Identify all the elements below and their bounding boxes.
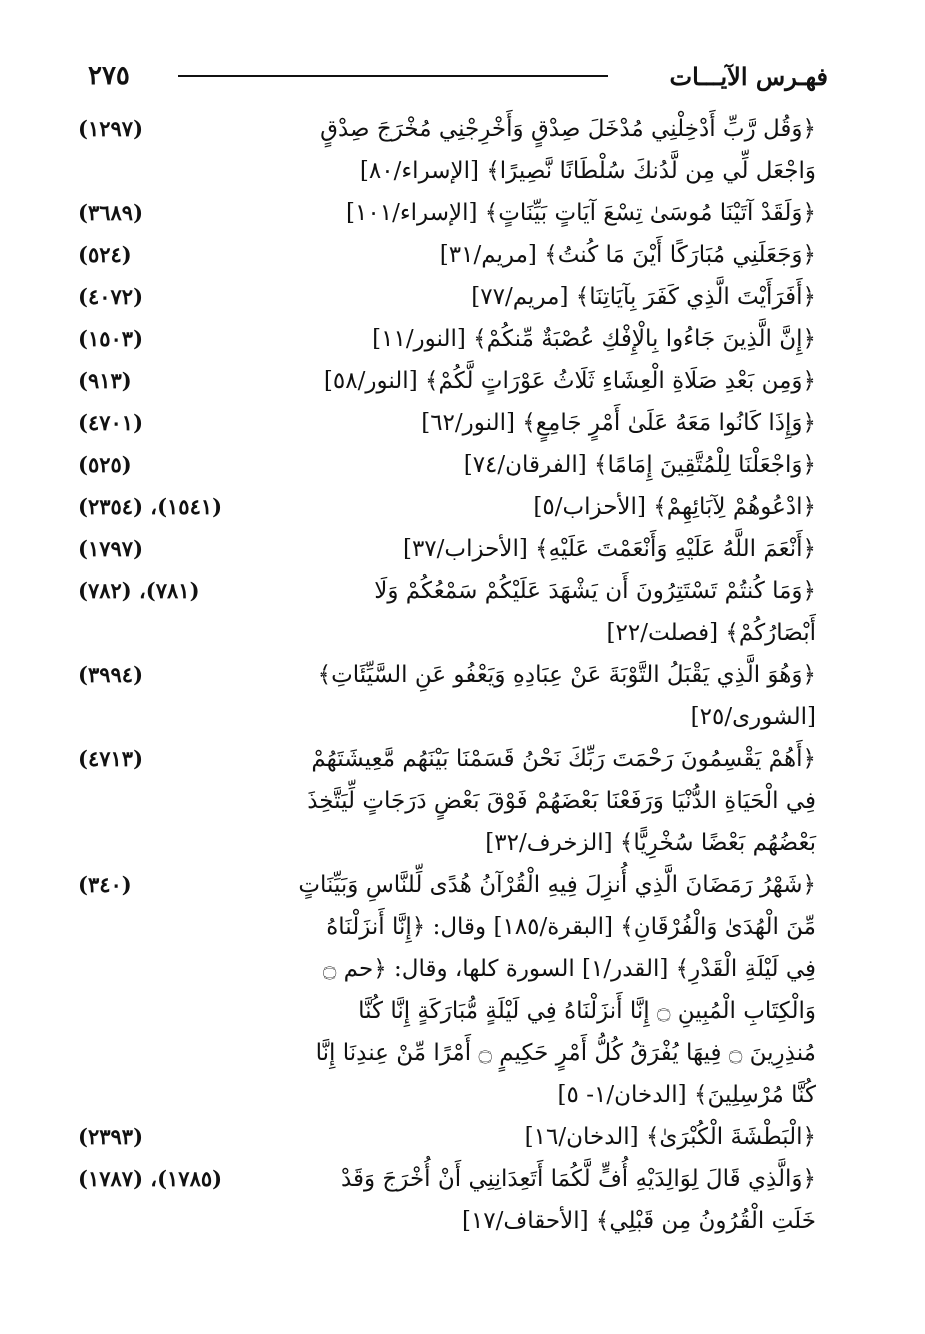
header-rule	[178, 75, 608, 77]
verse-text: ﴿وَهُوَ الَّذِي يَقْبَلُ التَّوْبَةَ عَنْ عِبَادِهِ وَيَعْفُو عَنِ السَّيِّئَاتِ﴾ [الشورى/٢٥]	[317, 662, 816, 730]
list-item	[78, 234, 816, 276]
hadith-reference: (١٥٠٣)	[78, 326, 143, 351]
list-item	[78, 360, 816, 402]
hadith-reference: (٢٣٩٣)	[78, 1124, 143, 1149]
verse-text: ﴿وَاجْعَلْنَا لِلْمُتَّقِينَ إِمَامًا﴾ [الفرقان/٧٤]	[463, 452, 816, 478]
hadith-reference: (٤٧١٣)	[78, 746, 143, 771]
hadith-reference: (٩١٣)	[78, 368, 132, 393]
hadith-reference: (٣٤٠)	[78, 872, 132, 897]
list-item	[78, 276, 816, 318]
hadith-reference: (٧٨١)، (٧٨٢)	[78, 578, 200, 603]
list-item	[78, 654, 816, 738]
hadith-reference: (١٢٩٧)	[78, 116, 143, 141]
verse-text: ﴿أَفَرَأَيْتَ الَّذِي كَفَرَ بِآيَاتِنَا﴾ [مريم/٧٧]	[471, 284, 816, 310]
verse-text: ﴿شَهْرُ رَمَضَانَ الَّذِي أُنزِلَ فِيهِ الْقُرْآنُ هُدًى لِّلنَّاسِ وَبَيِّنَاتٍ مِّنَ الْهُدَىٰ وَالْفُرْقَانِ﴾ [البقرة/١٨٥] وقال: ﴿إِنَّا أَنزَلْنَاهُ فِي لَيْلَةِ الْقَدْرِ﴾ [القدر/١] السورة كلها، وقال: ﴿حم ۝ وَالْكِتَابِ الْمُبِينِ ۝ إِنَّا أَنزَلْنَاهُ فِي لَيْلَةٍ مُّبَارَكَةٍ إِنَّا كُنَّا مُنذِرِينَ ۝ فِيهَا يُفْرَقُ كُلُّ أَمْرٍ حَكِيمٍ ۝ أَمْرًا مِّنْ عِندِنَا إِنَّا كُنَّا مُرْسِلِينَ﴾ [الدخان/١- ٥]	[298, 872, 816, 1108]
list-item	[78, 1116, 816, 1158]
hadith-reference: (٣٦٨٩)	[78, 200, 143, 225]
hadith-reference: (١٥٤١)، (٢٣٥٤)	[78, 494, 223, 519]
list-item	[78, 864, 816, 1116]
verse-text: ﴿وَلَقَدْ آتَيْنَا مُوسَىٰ تِسْعَ آيَاتٍ بَيِّنَاتٍ﴾ [الإسراء/١٠١]	[346, 200, 816, 226]
verse-text: ﴿أَنْعَمَ اللَّهُ عَلَيْهِ وَأَنْعَمْتَ عَلَيْهِ﴾ [الأحزاب/٣٧]	[402, 536, 816, 562]
list-item	[78, 1158, 816, 1242]
verse-text: ﴿أَهُمْ يَقْسِمُونَ رَحْمَتَ رَبِّكَ نَحْنُ قَسَمْنَا بَيْنَهُم مَّعِيشَتَهُمْ فِي الْحَيَاةِ الدُّنْيَا وَرَفَعْنَا بَعْضَهُمْ فَوْقَ بَعْضٍ دَرَجَاتٍ لِّيَتَّخِذَ بَعْضُهُم بَعْضًا سُخْرِيًّا﴾ [الزخرف/٣٢]	[307, 746, 816, 856]
page-header	[88, 54, 828, 98]
verse-text: ﴿وَمِن بَعْدِ صَلَاةِ الْعِشَاءِ ثَلَاثُ عَوْرَاتٍ لَّكُمْ﴾ [النور/٥٨]	[323, 368, 816, 394]
list-item	[78, 192, 816, 234]
verse-text: ﴿وَالَّذِي قَالَ لِوَالِدَيْهِ أُفٍّ لَّكُمَا أَتَعِدَانِنِي أَنْ أُخْرَجَ وَقَدْ خَلَتِ الْقُرُونُ مِن قَبْلِي﴾ [الأحقاف/١٧]	[340, 1166, 816, 1234]
hadith-reference: (٤٧٠١)	[78, 410, 143, 435]
verse-text: ﴿وَقُل رَّبِّ أَدْخِلْنِي مُدْخَلَ صِدْقٍ وَأَخْرِجْنِي مُخْرَجَ صِدْقٍ وَاجْعَل لِّي مِن لَّدُنكَ سُلْطَانًا نَّصِيرًا﴾ [الإسراء/٨٠]	[320, 116, 816, 184]
verse-text: ﴿وَإِذَا كَانُوا مَعَهُ عَلَىٰ أَمْرٍ جَامِعٍ﴾ [النور/٦٢]	[421, 410, 816, 436]
verse-index-list	[78, 108, 816, 1242]
hadith-reference: (٤٠٧٢)	[78, 284, 143, 309]
list-item	[78, 738, 816, 864]
hadith-reference: (٣٩٩٤)	[78, 662, 143, 687]
hadith-reference: (١٧٨٥)، (١٧٨٧)	[78, 1166, 223, 1191]
list-item	[78, 570, 816, 654]
page-title: فهـرس الآيـــات	[669, 61, 828, 91]
verse-text: ﴿إِنَّ الَّذِينَ جَاءُوا بِالْإِفْكِ عُصْبَةٌ مِّنكُمْ﴾ [النور/١١]	[372, 326, 816, 352]
verse-text: ﴿وَمَا كُنتُمْ تَسْتَتِرُونَ أَن يَشْهَدَ عَلَيْكُمْ سَمْعُكُمْ وَلَا أَبْصَارُكُمْ﴾ [فصلت/٢٢]	[374, 578, 816, 646]
list-item	[78, 108, 816, 192]
list-item	[78, 444, 816, 486]
verse-text: ﴿وَجَعَلَنِي مُبَارَكًا أَيْنَ مَا كُنتُ﴾ [مريم/٣١]	[439, 242, 816, 268]
hadith-reference: (٥٢٥)	[78, 452, 132, 477]
hadith-reference: (١٧٩٧)	[78, 536, 143, 561]
hadith-reference: (٥٢٤)	[78, 242, 132, 267]
page-number: ٢٧٥	[88, 61, 130, 91]
verse-text: ﴿ادْعُوهُمْ لِآبَائِهِمْ﴾ [الأحزاب/٥]	[533, 494, 816, 520]
verse-text: ﴿الْبَطْشَةَ الْكُبْرَىٰ﴾ [الدخان/١٦]	[524, 1124, 816, 1150]
list-item	[78, 528, 816, 570]
list-item	[78, 318, 816, 360]
list-item	[78, 402, 816, 444]
list-item	[78, 486, 816, 528]
